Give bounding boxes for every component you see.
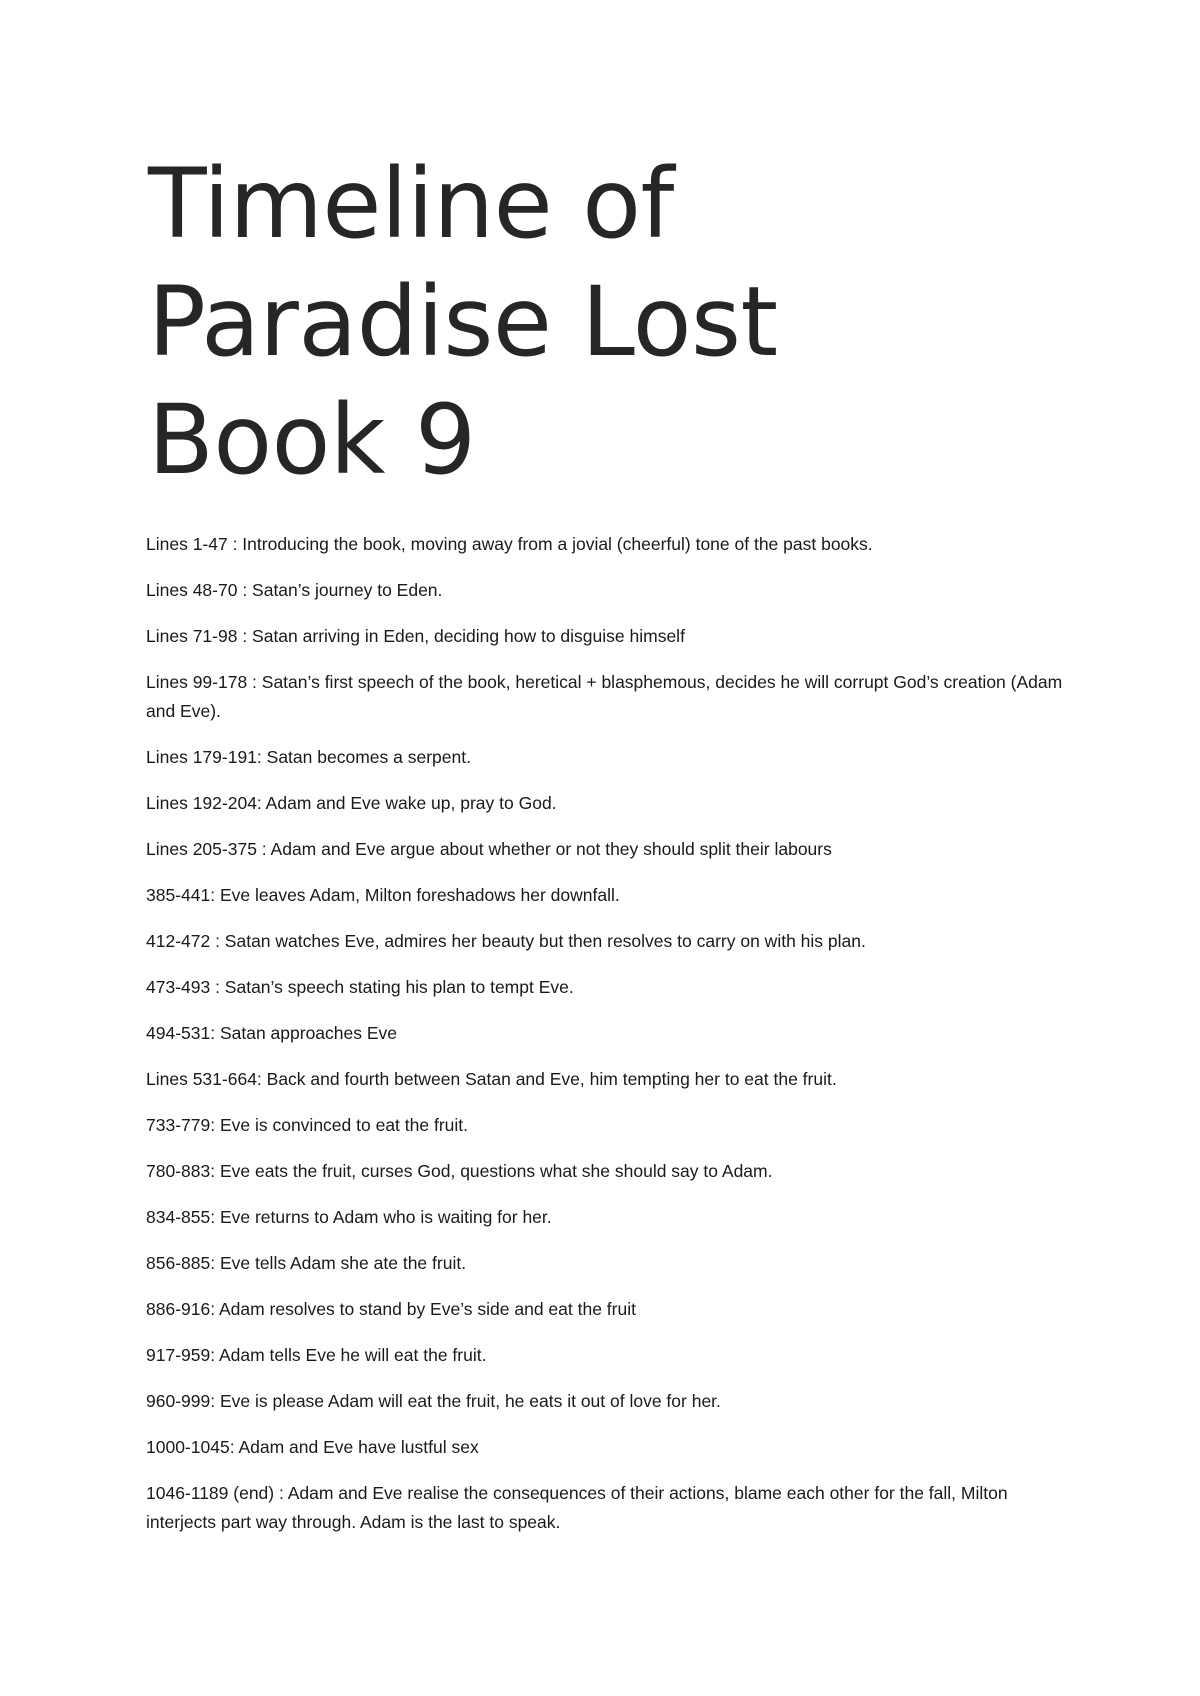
- timeline-entry: 1000-1045: Adam and Eve have lustful sex: [146, 1437, 479, 1457]
- timeline-entry: 473-493 : Satan’s speech stating his plan to tempt Eve.: [146, 977, 574, 997]
- timeline-entry: 960-999: Eve is please Adam will eat the fruit, he eats it out of love for her.: [146, 1391, 721, 1411]
- timeline-entry: Lines 99-178 : Satan’s first speech of the book, heretical + blasphemous, decides he will corrupt God’s creation (Adam and Eve).: [146, 672, 1063, 721]
- timeline-entry: 834-855: Eve returns to Adam who is waiting for her.: [146, 1207, 552, 1227]
- timeline-entry: Lines 179-191: Satan becomes a serpent.: [146, 747, 471, 767]
- title-line: Timeline of: [148, 148, 674, 260]
- timeline-entry: 780-883: Eve eats the fruit, curses God, questions what she should say to Adam.: [146, 1161, 773, 1181]
- timeline-entry: Lines 192-204: Adam and Eve wake up, pray to God.: [146, 793, 557, 813]
- title-line: Paradise Lost: [148, 266, 778, 378]
- timeline-entry: Lines 48-70 : Satan’s journey to Eden.: [146, 580, 443, 600]
- timeline-entry: Lines 205-375 : Adam and Eve argue about whether or not they should split their labours: [146, 839, 832, 859]
- timeline-entry: 412-472 : Satan watches Eve, admires her beauty but then resolves to carry on with his plan.: [146, 931, 866, 951]
- timeline-entry: Lines 71-98 : Satan arriving in Eden, deciding how to disguise himself: [146, 626, 685, 646]
- timeline-entry: 494-531: Satan approaches Eve: [146, 1023, 398, 1043]
- timeline-list: [146, 530, 1066, 1554]
- timeline-entry: 385-441: Eve leaves Adam, Milton foreshadows her downfall.: [146, 885, 620, 905]
- timeline-entry: Lines 531-664: Back and fourth between Satan and Eve, him tempting her to eat the fruit.: [146, 1069, 837, 1089]
- timeline-entry: 917-959: Adam tells Eve he will eat the fruit.: [146, 1345, 487, 1365]
- timeline-entry: 733-779: Eve is convinced to eat the fruit.: [146, 1115, 468, 1135]
- timeline-entry: 856-885: Eve tells Adam she ate the fruit.: [146, 1253, 467, 1273]
- timeline-entry: Lines 1-47 : Introducing the book, moving away from a jovial (cheerful) tone of the past books.: [146, 534, 873, 554]
- timeline-entry: 886-916: Adam resolves to stand by Eve’s side and eat the fruit: [146, 1299, 636, 1319]
- document-title: [148, 145, 778, 499]
- timeline-entry: 1046-1189 (end) : Adam and Eve realise the consequences of their actions, blame each other for the fall, Milton interjects part way through. Adam is the last to speak.: [146, 1483, 1008, 1532]
- title-line: Book 9: [148, 384, 476, 496]
